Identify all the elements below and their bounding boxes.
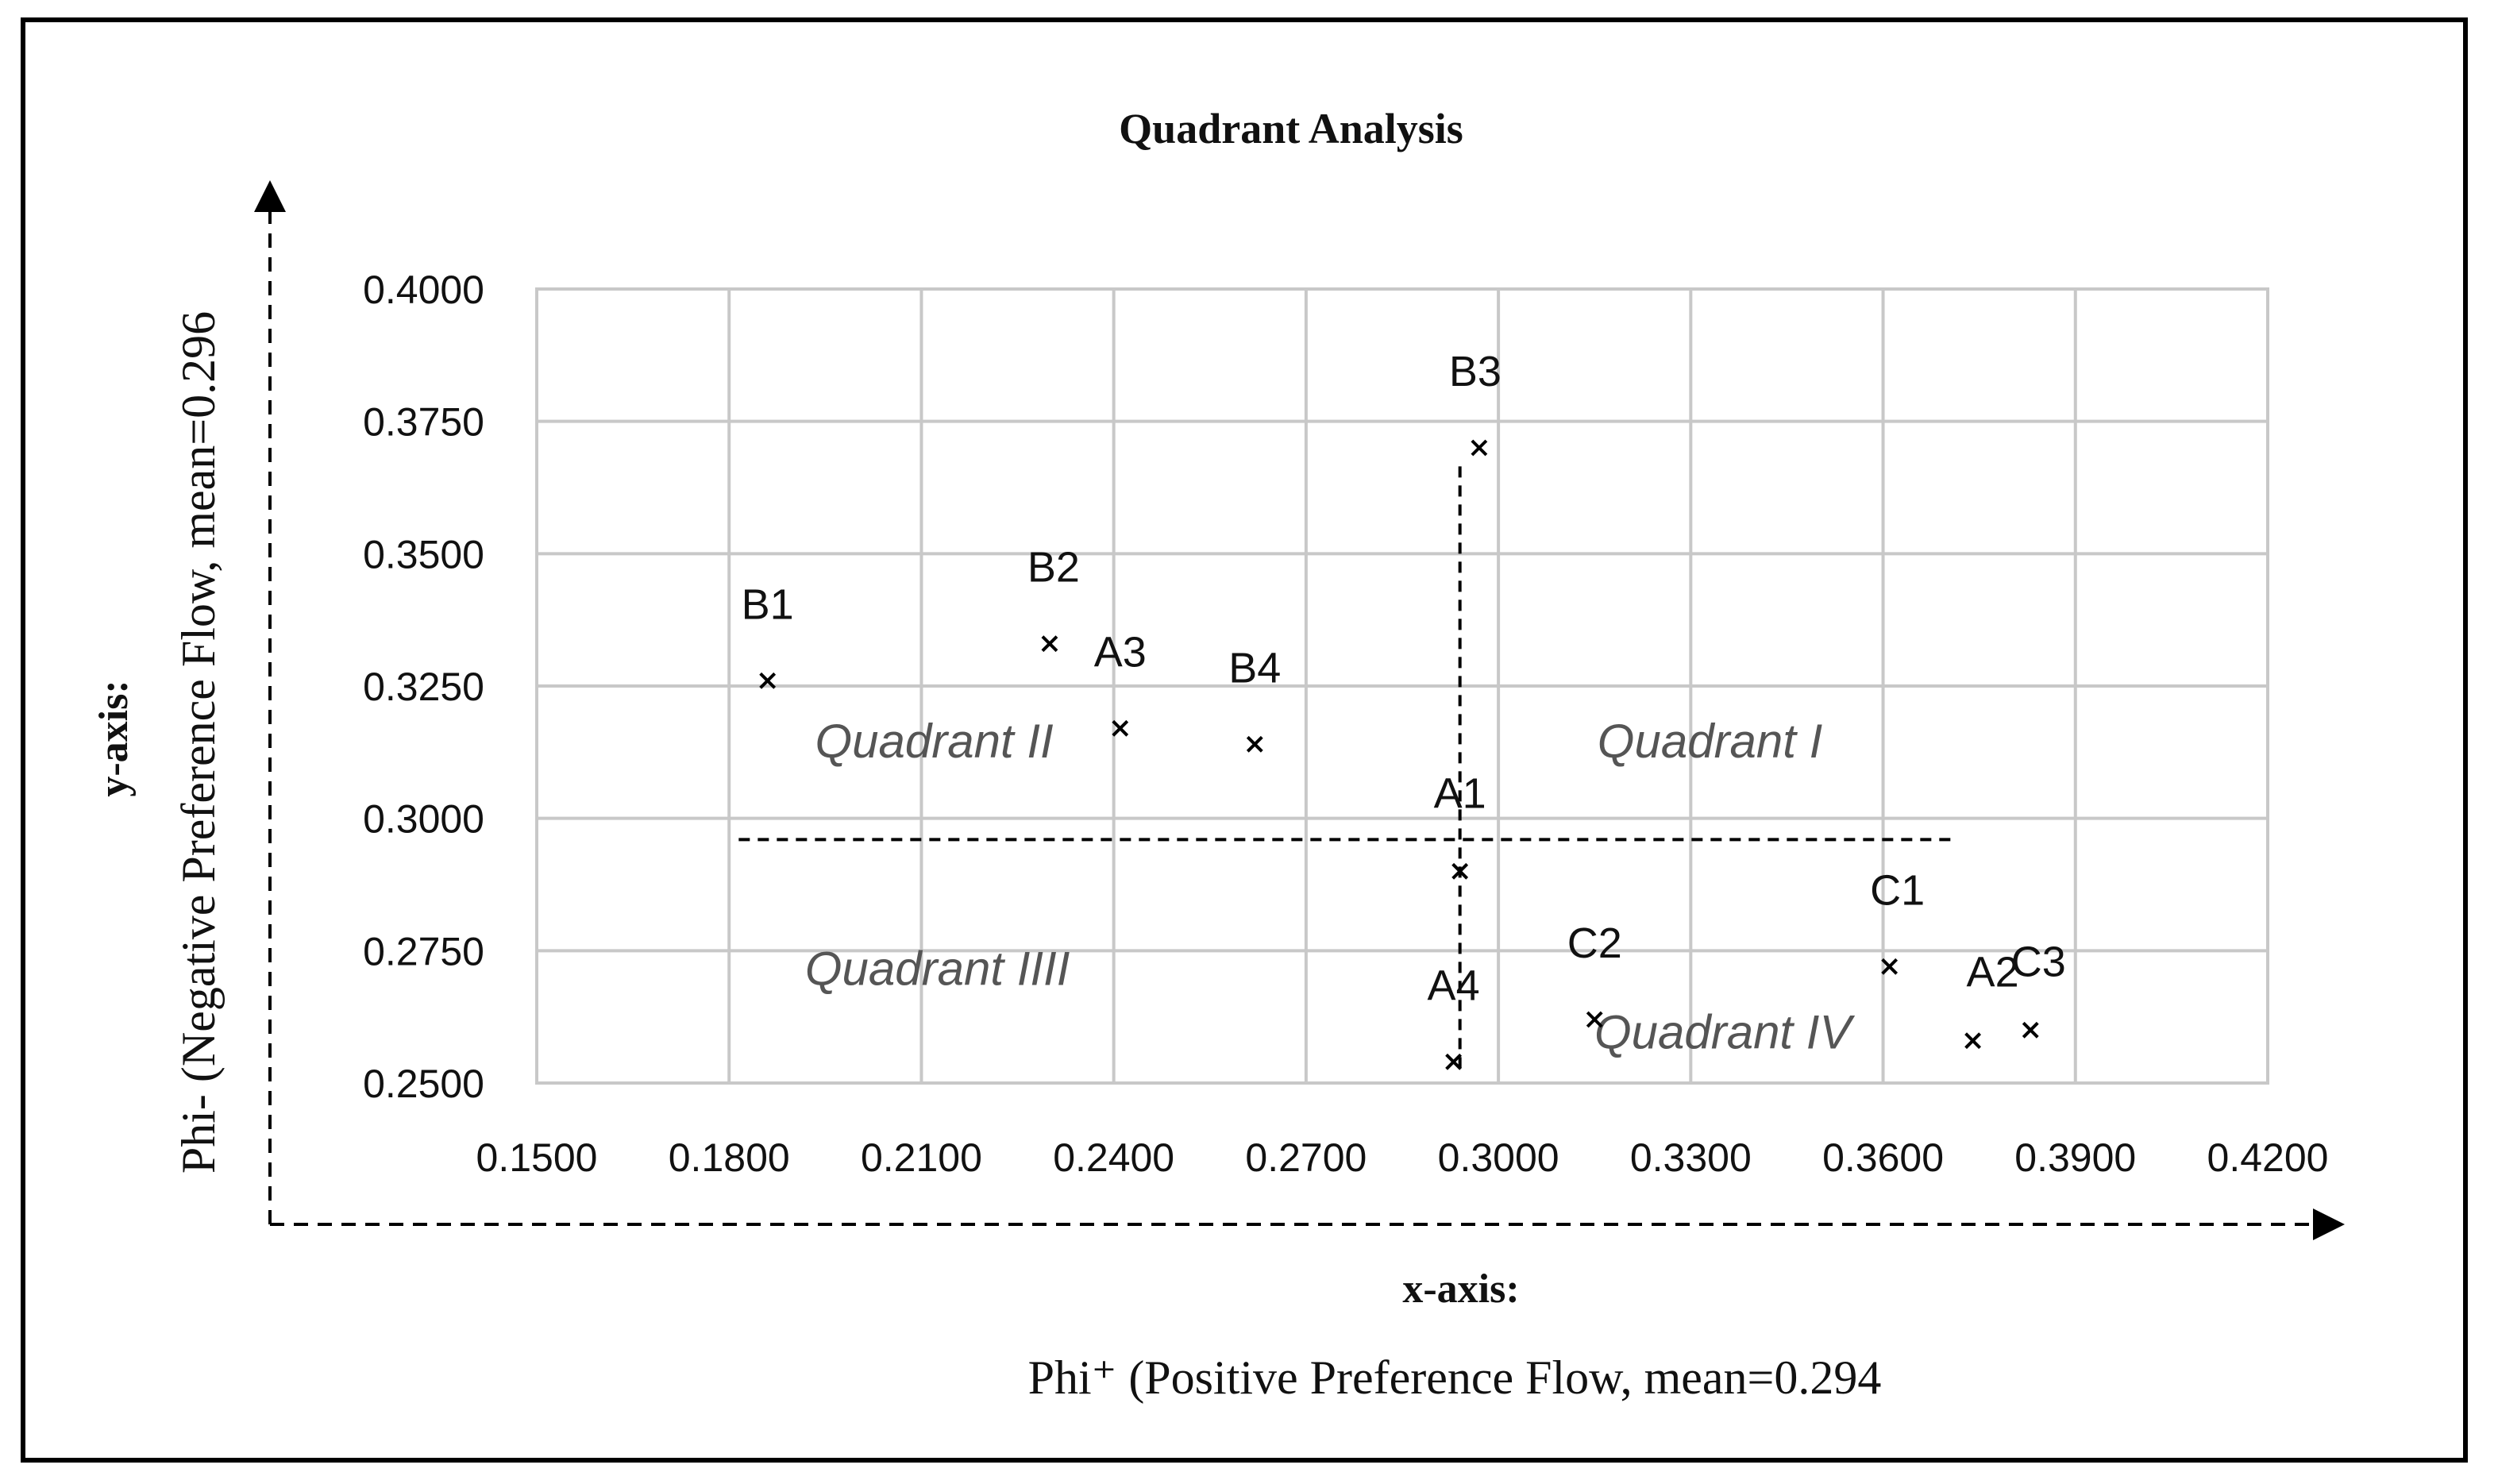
y-axis-label: Phi- (Negative Preference Flow, mean=0.296 (172, 310, 225, 1174)
x-tick-label: 0.2700 (1245, 1135, 1367, 1180)
point-label: C2 (1567, 919, 1622, 967)
point-label: A2 (1966, 948, 2019, 996)
data-point-b1 (742, 580, 794, 688)
y-tick-label: 0.3750 (363, 399, 484, 445)
x-tick-label: 0.2100 (860, 1135, 982, 1180)
x-tick-label: 0.3000 (1437, 1135, 1559, 1180)
data-point-c1 (1870, 866, 1925, 973)
point-label: A4 (1427, 962, 1480, 1010)
y-tick-label: 0.2750 (363, 929, 484, 974)
point-label: C1 (1870, 866, 1926, 915)
data-point-a1 (1434, 769, 1486, 878)
point-label: A3 (1093, 628, 1147, 676)
data-point-b2 (1027, 544, 1080, 651)
point-marker (1472, 441, 1486, 455)
point-label: B4 (1228, 644, 1282, 692)
data-point-b4 (1228, 644, 1281, 751)
x-tick-label: 0.3900 (2014, 1135, 2137, 1180)
point-label: B1 (741, 580, 794, 629)
x-tick-label: 0.1800 (668, 1135, 790, 1180)
y-tick-label: 0.3250 (363, 665, 484, 709)
x-tick-label: 0.4200 (2207, 1135, 2329, 1180)
data-point-a4 (1428, 962, 1480, 1069)
tick-labels (363, 268, 2328, 1180)
point-marker (1043, 637, 1057, 651)
y-tick-label: 0.4000 (363, 268, 484, 312)
data-point-c3 (2011, 938, 2066, 1037)
point-label: B2 (1027, 543, 1080, 592)
quadrant-label: Quadrant I (1597, 715, 1823, 768)
point-label: C3 (2010, 938, 2066, 986)
point-marker (1247, 737, 1262, 751)
point-marker (2023, 1023, 2037, 1037)
x-tick-label: 0.3300 (1629, 1135, 1752, 1180)
y-axis-head: y-axis: (91, 680, 137, 797)
x-axis-head: x-axis: (1402, 1266, 1520, 1312)
data-point-b3 (1449, 348, 1501, 455)
chart-title: Quadrant Analysis (1119, 105, 1463, 152)
y-tick-label: 0.3500 (363, 532, 484, 577)
x-axis-label: Phi⁺ (Positive Preference Flow, mean=0.294 (1027, 1351, 1882, 1404)
point-label: A1 (1433, 769, 1486, 818)
quadrant-label: Quadrant IIII (804, 942, 1070, 996)
y-tick-label: 0.2500 (363, 1062, 484, 1106)
y-tick-label: 0.3000 (363, 796, 484, 842)
x-tick-label: 0.3600 (1822, 1135, 1945, 1180)
point-marker (1966, 1034, 1980, 1048)
quadrant-labels (805, 715, 1856, 1059)
x-tick-label: 0.2400 (1053, 1135, 1175, 1180)
data-point-a3 (1094, 628, 1147, 735)
quadrant-label: Quadrant IV (1594, 1005, 1852, 1059)
point-label: B3 (1448, 348, 1501, 395)
quadrant-label: Quadrant II (815, 715, 1054, 768)
x-tick-label: 0.1500 (476, 1135, 598, 1180)
